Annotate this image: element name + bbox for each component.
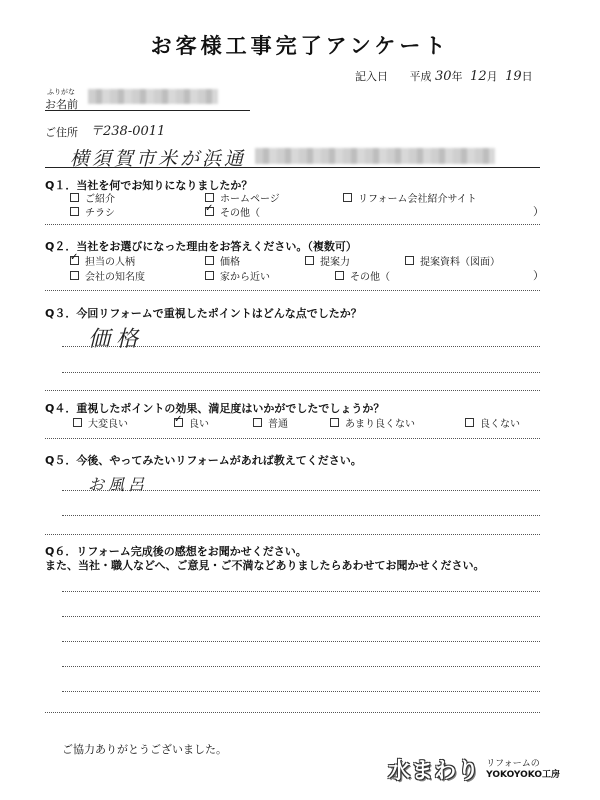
- option-label: その他（: [350, 272, 390, 283]
- entry-date: [355, 68, 533, 84]
- q1-option-site[interactable]: [343, 190, 477, 205]
- name-redacted: [88, 89, 218, 104]
- answer-line: [62, 666, 540, 667]
- q1-option-referral[interactable]: [70, 190, 115, 205]
- checkbox[interactable]: [305, 256, 314, 265]
- address-label: ご住所: [45, 126, 78, 139]
- entry-date-year: 30: [435, 69, 452, 84]
- q6-label: Q６．リフォーム完成後の感想をお聞かせください。: [45, 545, 307, 558]
- q1-option-flyer[interactable]: [70, 204, 115, 219]
- option-label: 大変良い: [88, 419, 128, 430]
- checkbox-checked[interactable]: [174, 418, 183, 427]
- answer-line: [62, 691, 540, 692]
- divider: [45, 290, 540, 291]
- divider: [45, 712, 540, 713]
- logo-sub1: リフォームの: [486, 758, 540, 769]
- address-redacted: [255, 148, 495, 164]
- checkbox[interactable]: [330, 418, 339, 427]
- option-label: その他（: [220, 208, 260, 219]
- divider: [45, 438, 540, 439]
- option-label: 会社の知名度: [85, 272, 145, 283]
- company-logo: [388, 754, 560, 785]
- q5-label: Q５．今後、やってみたいリフォームがあれば教えてください。: [45, 454, 362, 467]
- divider: [45, 224, 540, 225]
- year-unit: 年: [451, 70, 463, 83]
- answer-line: [62, 616, 540, 617]
- q2-option-other[interactable]: [335, 268, 390, 283]
- checkbox[interactable]: [205, 271, 214, 280]
- checkbox[interactable]: [343, 193, 352, 202]
- entry-date-era: 平成: [409, 70, 432, 83]
- answer-line: [62, 490, 540, 491]
- option-label: 良くない: [480, 419, 520, 430]
- q4-option-not-so-good[interactable]: [330, 415, 415, 430]
- address-handwritten: 横須賀市米が浜通: [70, 148, 247, 170]
- divider: [45, 534, 540, 535]
- logo-subtext: [486, 759, 560, 781]
- q3-answer: 価格: [88, 327, 145, 352]
- option-label: 担当の人柄: [85, 257, 135, 268]
- q3-label: Q３．今回リフォームで重視したポイントはどんな点でしたか？: [45, 307, 362, 320]
- answer-line: [62, 372, 540, 373]
- option-label: 価格: [220, 257, 240, 268]
- option-label: 提案力: [320, 257, 350, 268]
- q2-option-proposal[interactable]: [305, 253, 350, 268]
- q1-option-homepage[interactable]: [205, 190, 280, 205]
- checkbox[interactable]: [335, 271, 344, 280]
- q4-option-bad[interactable]: [465, 415, 520, 430]
- checkbox[interactable]: [465, 418, 474, 427]
- q4-label: Q４．重視したポイントの効果、満足度はいかがでしたでしょうか？: [45, 402, 385, 415]
- day-unit: 日: [521, 70, 533, 83]
- option-label: ホームページ: [220, 194, 280, 205]
- q1-label: Q１．当社を何でお知りになりましたか？: [45, 179, 253, 192]
- q2-option-materials[interactable]: [405, 253, 500, 268]
- q4-option-very-good[interactable]: [73, 415, 128, 430]
- furigana-label: ふりがな: [47, 88, 75, 96]
- logo-text: 水まわり: [388, 759, 481, 784]
- q5-answer: お風呂: [88, 475, 149, 494]
- option-label: 普通: [268, 419, 288, 430]
- checkbox[interactable]: [73, 418, 82, 427]
- checkbox-checked[interactable]: [70, 256, 79, 265]
- option-label: あまり良くない: [345, 419, 415, 430]
- name-label: お名前: [45, 98, 78, 111]
- page-title: お客様工事完了アンケート: [150, 34, 450, 58]
- checkbox[interactable]: [205, 256, 214, 265]
- option-label: 良い: [189, 419, 209, 430]
- answer-line: [62, 515, 540, 516]
- checkbox[interactable]: [70, 207, 79, 216]
- entry-date-label: 記入日: [355, 70, 388, 83]
- address-underline: [45, 167, 540, 168]
- q6-label-2: また、当社・職人などへ、ご意見・ご不満などありましたらあわせてお聞かせください。: [45, 559, 485, 572]
- q2-option-price[interactable]: [205, 253, 240, 268]
- answer-line: [62, 346, 540, 347]
- q2-label: Q２．当社をお選びになった理由をお答えください。（複数可）: [45, 240, 357, 253]
- option-label: 家から近い: [220, 272, 270, 283]
- option-label: チラシ: [85, 208, 115, 219]
- q1-option-other[interactable]: [205, 204, 260, 219]
- q2-option-staff[interactable]: [70, 253, 135, 268]
- option-label: 提案資料（図面）: [420, 257, 500, 268]
- answer-line: [62, 591, 540, 592]
- q1-close-paren: ）: [533, 205, 544, 218]
- q2-option-reputation[interactable]: [70, 268, 145, 283]
- name-underline: [45, 110, 250, 111]
- thanks-message: ご協力ありがとうございました。: [62, 743, 227, 756]
- entry-date-month: 12: [470, 69, 487, 84]
- entry-date-day: 19: [505, 69, 522, 84]
- postal-code: 〒238-0011: [90, 124, 166, 139]
- option-label: ご紹介: [85, 194, 115, 205]
- q4-option-average[interactable]: [253, 415, 288, 430]
- checkbox[interactable]: [405, 256, 414, 265]
- answer-line: [62, 641, 540, 642]
- logo-sub2: YOKOYOKO工房: [486, 769, 560, 780]
- checkbox[interactable]: [70, 271, 79, 280]
- q4-option-good[interactable]: [174, 415, 209, 430]
- divider: [45, 390, 540, 391]
- q2-close-paren: ）: [533, 269, 544, 282]
- option-label: リフォーム会社紹介サイト: [358, 194, 477, 205]
- q2-option-nearby[interactable]: [205, 268, 270, 283]
- checkbox[interactable]: [70, 193, 79, 202]
- checkbox[interactable]: [253, 418, 262, 427]
- month-unit: 月: [486, 70, 498, 83]
- checkbox-checked[interactable]: [205, 207, 214, 216]
- checkbox[interactable]: [205, 193, 214, 202]
